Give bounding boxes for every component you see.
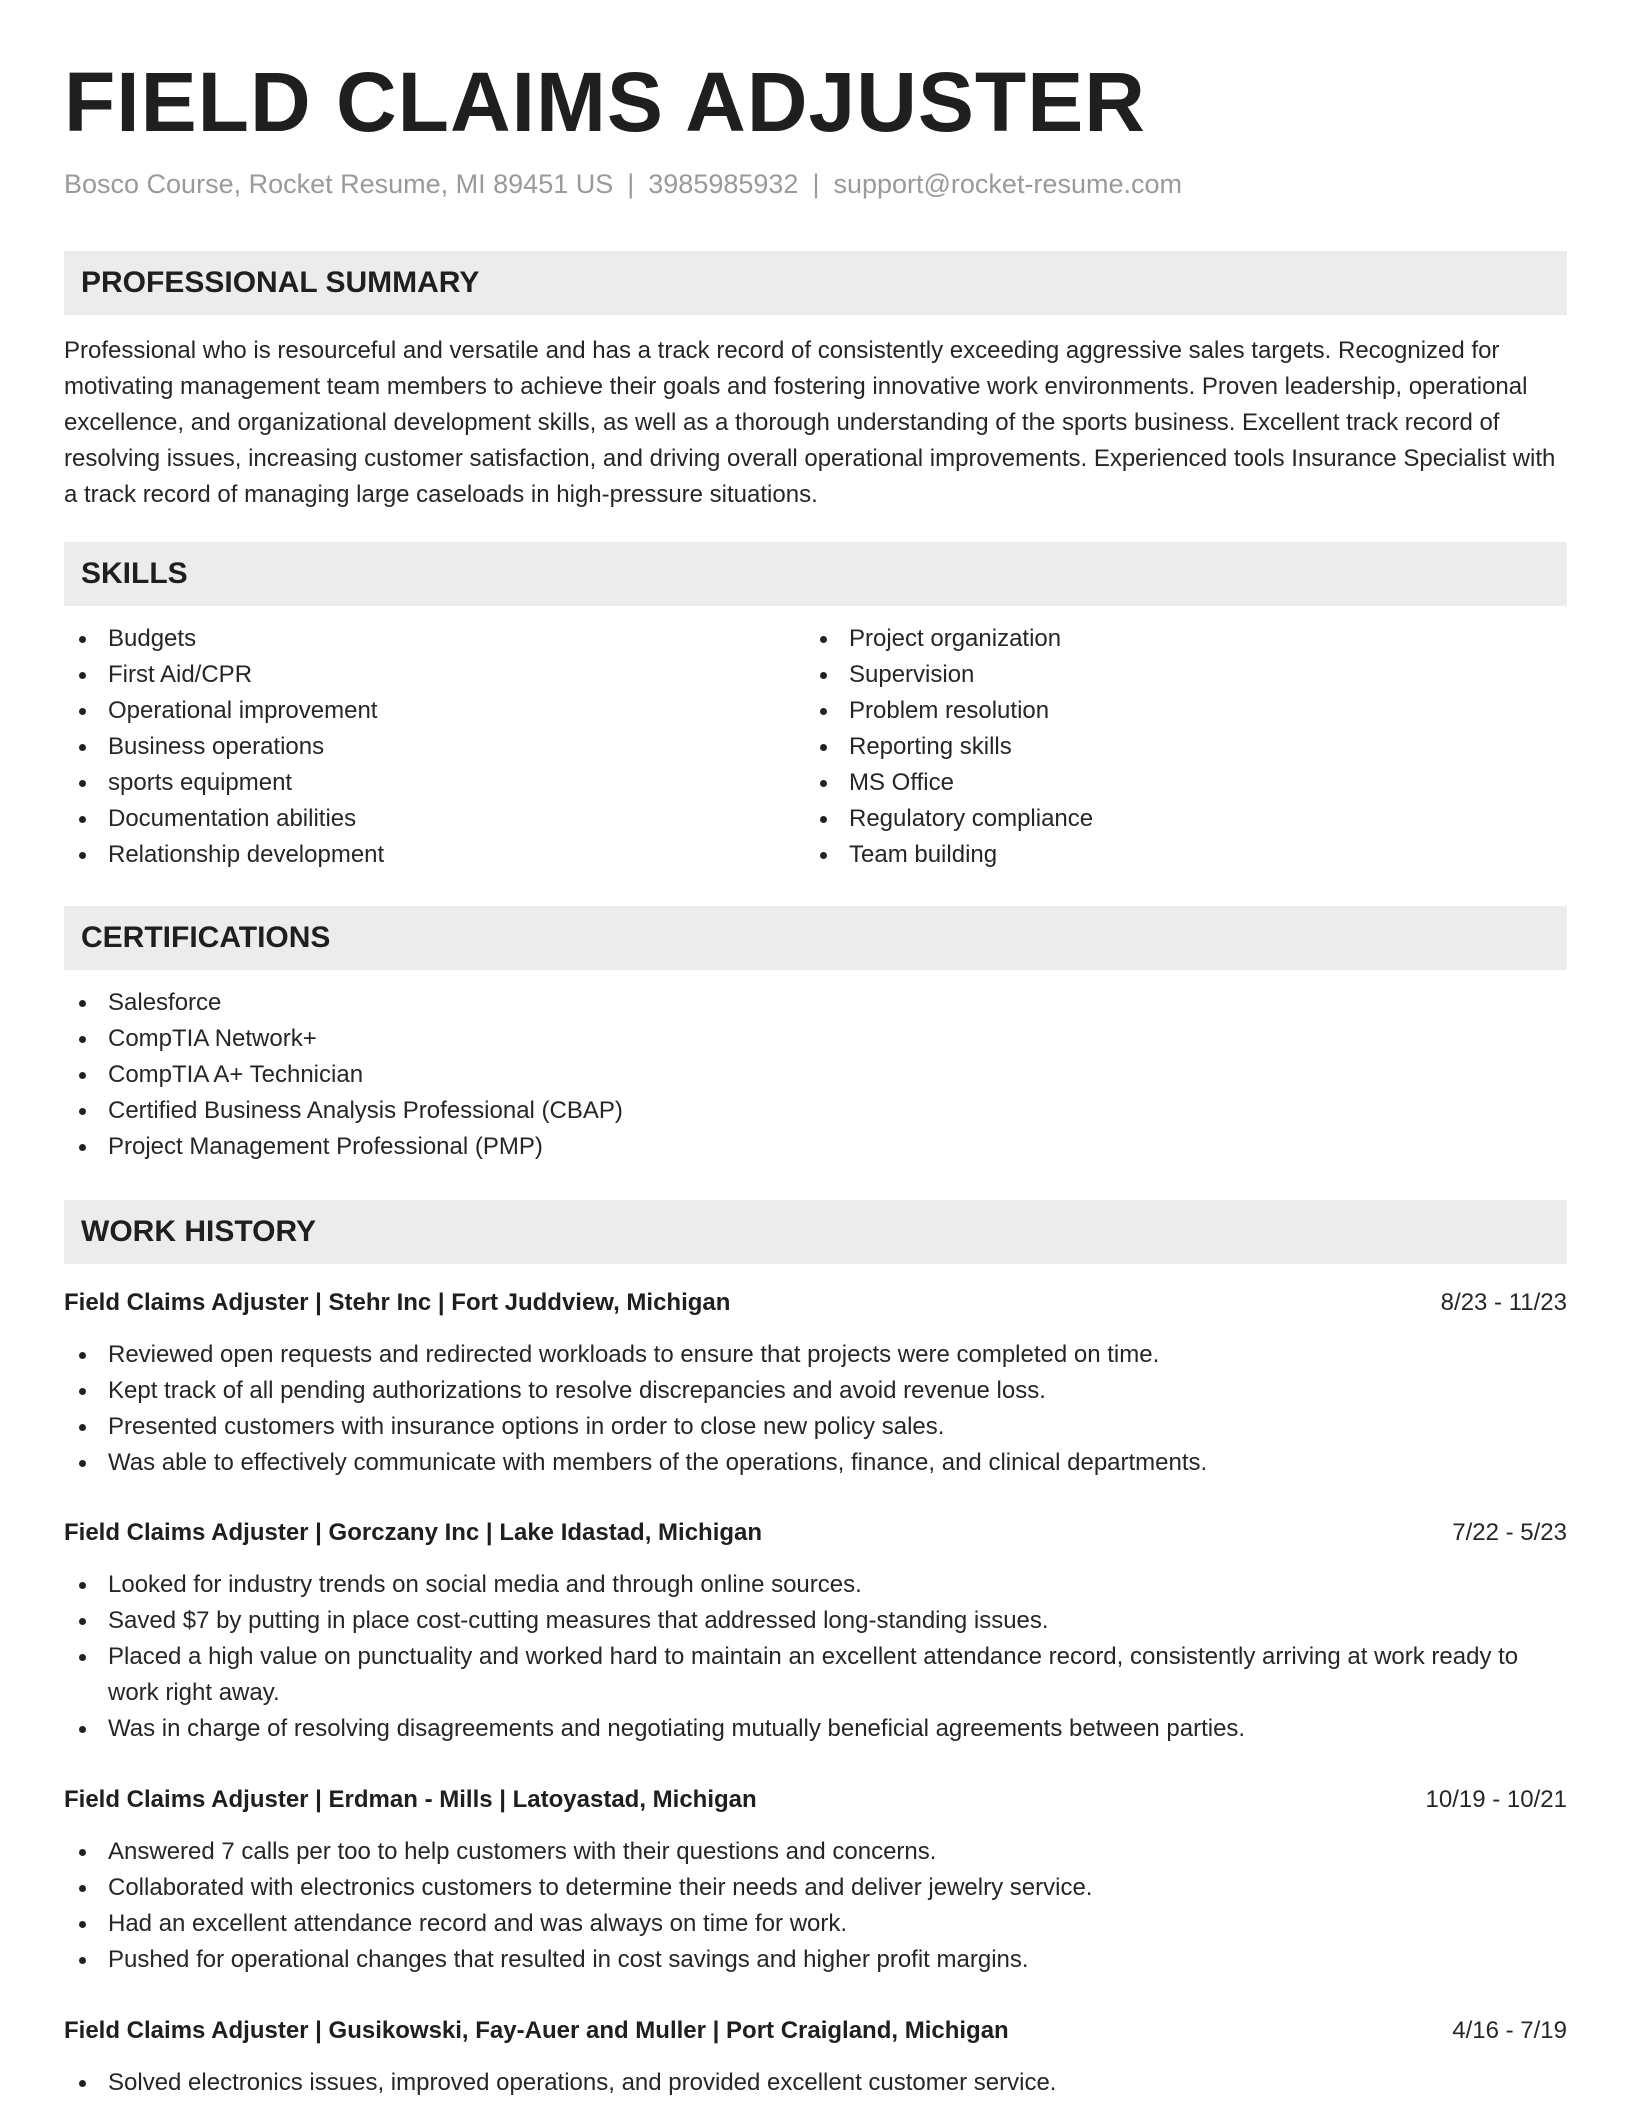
- certification-item: CompTIA A+ Technician: [64, 1057, 1567, 1093]
- job-title: Field Claims Adjuster | Stehr Inc | Fort Juddview, Michigan: [64, 1289, 731, 1316]
- job-bullet: Kept track of all pending authorizations to resolve discrepancies and avoid revenue loss.: [64, 1373, 1567, 1409]
- job-bullet: Had an excellent attendance record and was always on time for work.: [64, 1906, 1567, 1942]
- section-header-summary: PROFESSIONAL SUMMARY: [64, 251, 1567, 315]
- job-dates: 7/22 - 5/23: [1452, 1519, 1567, 1546]
- contact-separator: |: [627, 169, 635, 199]
- certifications-list: [64, 985, 1567, 1165]
- job-dates: 4/16 - 7/19: [1452, 2017, 1567, 2044]
- contact-line: [64, 164, 1182, 204]
- contact-phone: 3985985932: [648, 169, 799, 199]
- job-bullet: Pushed for operational changes that resulted in cost savings and higher profit margins.: [64, 1942, 1567, 1978]
- skills-list-left: [64, 621, 764, 873]
- job-bullets: [64, 1567, 1567, 1747]
- section-header-work-history: WORK HISTORY: [64, 1200, 1567, 1264]
- skill-item: Reporting skills: [805, 729, 1565, 765]
- skill-item: First Aid/CPR: [64, 657, 764, 693]
- contact-email: support@rocket-resume.com: [833, 169, 1182, 199]
- skill-item: Regulatory compliance: [805, 801, 1565, 837]
- candidate-name: FIELD CLAIMS ADJUSTER: [64, 55, 1146, 149]
- job-bullet: Reviewed open requests and redirected workloads to ensure that projects were completed on time.: [64, 1337, 1567, 1373]
- job-title: Field Claims Adjuster | Gorczany Inc | Lake Idastad, Michigan: [64, 1519, 763, 1546]
- section-header-certifications: CERTIFICATIONS: [64, 906, 1567, 970]
- job-bullet: Presented customers with insurance options in order to close new policy sales.: [64, 1409, 1567, 1445]
- skill-item: Relationship development: [64, 837, 764, 873]
- skill-item: Problem resolution: [805, 693, 1565, 729]
- job-title: Field Claims Adjuster | Gusikowski, Fay-Auer and Muller | Port Craigland, Michigan: [64, 2017, 1009, 2044]
- certification-item: Project Management Professional (PMP): [64, 1129, 1567, 1165]
- skills-list-right: [805, 621, 1565, 873]
- skill-item: sports equipment: [64, 765, 764, 801]
- job-bullets: [64, 1834, 1567, 1978]
- job-bullet: Answered 7 calls per too to help customers with their questions and concerns.: [64, 1834, 1567, 1870]
- job-bullet: Was able to effectively communicate with members of the operations, finance, and clinical departments.: [64, 1445, 1567, 1481]
- contact-separator: |: [812, 169, 820, 199]
- job-bullet: Placed a high value on punctuality and worked hard to maintain an excellent attendance record, consistently arriving at work ready to work right away.: [64, 1639, 1567, 1711]
- skill-item: MS Office: [805, 765, 1565, 801]
- section-header-skills: SKILLS: [64, 542, 1567, 606]
- certification-item: Certified Business Analysis Professional (CBAP): [64, 1093, 1567, 1129]
- summary-text: Professional who is resourceful and versatile and has a track record of consistently exceeding aggressive sales targets. Recognized for motivating management team members to achieve their goals and fostering innovative work environments. Proven leadership, operational excellence, and organizational development skills, as well as a thorough understanding of the sports business. Excellent track record of resolving issues, increasing customer satisfaction, and driving overall operational improvements. Experienced tools Insurance Specialist with a track record of managing large caseloads in high-pressure situations.: [64, 337, 1556, 508]
- skill-item: Budgets: [64, 621, 764, 657]
- job-bullet: Solved electronics issues, improved operations, and provided excellent customer service.: [64, 2065, 1567, 2101]
- job-bullet: Saved $7 by putting in place cost-cutting measures that addressed long-standing issues.: [64, 1603, 1567, 1639]
- certification-item: Salesforce: [64, 985, 1567, 1021]
- job-dates: 10/19 - 10/21: [1425, 1786, 1567, 1813]
- skill-item: Team building: [805, 837, 1565, 873]
- certification-item: CompTIA Network+: [64, 1021, 1567, 1057]
- job-bullet: Was in charge of resolving disagreements and negotiating mutually beneficial agreements between parties.: [64, 1711, 1567, 1747]
- contact-address: Bosco Course, Rocket Resume, MI 89451 US: [64, 169, 614, 199]
- job-title: Field Claims Adjuster | Erdman - Mills | Latoyastad, Michigan: [64, 1786, 757, 1813]
- job-bullets: [64, 2065, 1567, 2101]
- skill-item: Business operations: [64, 729, 764, 765]
- job-bullet: Collaborated with electronics customers to determine their needs and deliver jewelry service.: [64, 1870, 1567, 1906]
- skill-item: Project organization: [805, 621, 1565, 657]
- job-bullet: Looked for industry trends on social media and through online sources.: [64, 1567, 1567, 1603]
- job-dates: 8/23 - 11/23: [1440, 1289, 1567, 1316]
- skill-item: Operational improvement: [64, 693, 764, 729]
- job-bullets: [64, 1337, 1567, 1481]
- skill-item: Supervision: [805, 657, 1565, 693]
- skill-item: Documentation abilities: [64, 801, 764, 837]
